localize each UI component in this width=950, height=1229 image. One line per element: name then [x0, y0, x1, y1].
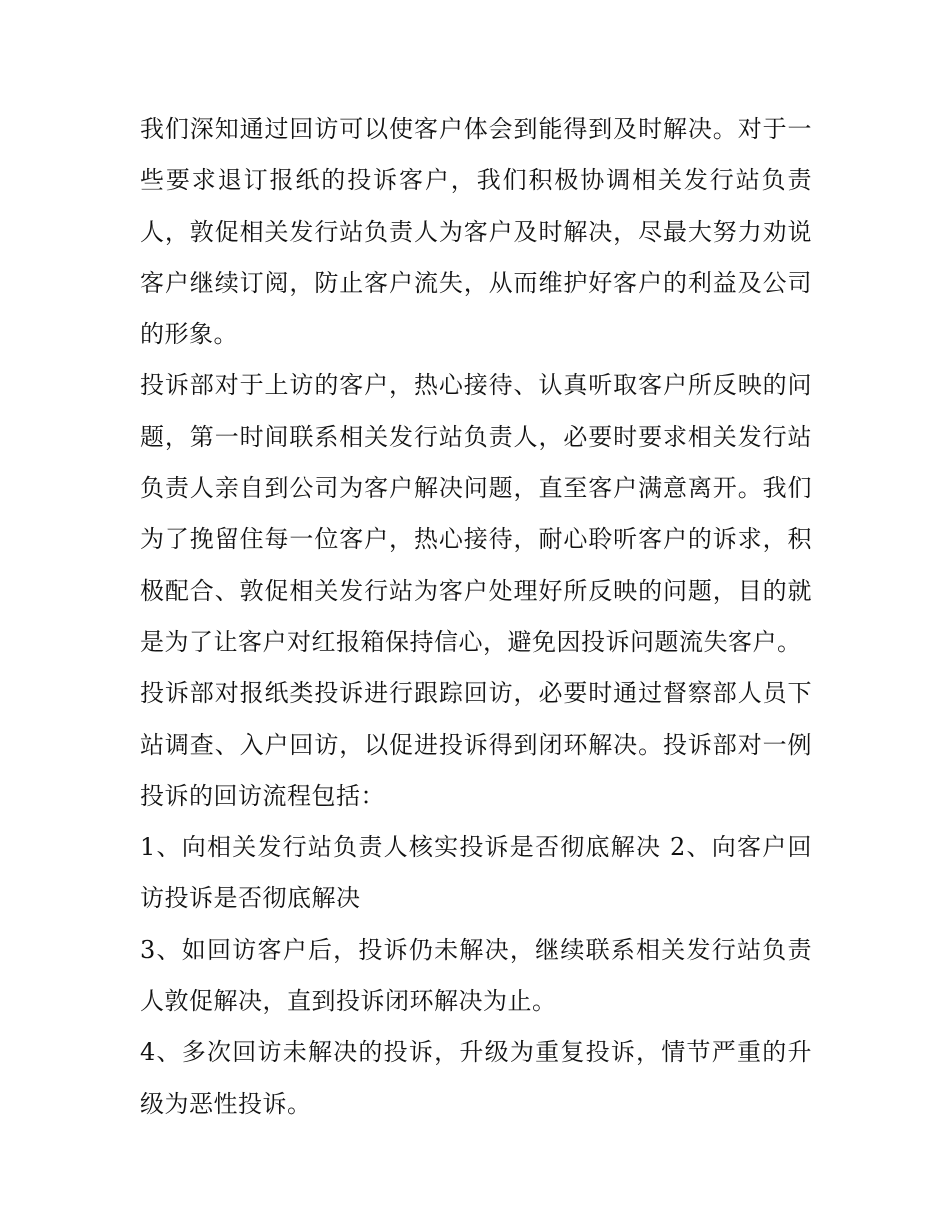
list-item-step-4: 4、多次回访未解决的投诉，升级为重复投诉，情节严重的升级为恶性投诉。: [140, 1038, 812, 1118]
paragraph-callback-purpose: 我们深知通过回访可以使客户体会到能得到及时解决。对于一些要求退订报纸的投诉客户，我们积极协调相关发行站负责人，敦促相关发行站负责人为客户及时解决，尽最大努力劝说客户继续订阅，防止客户流失，从而维护好客户的利益及公司的形象。: [140, 115, 812, 349]
list-item-step-1-2: 1、向相关发行站负责人核实投诉是否彻底解决 2、向客户回访投诉是否彻底解决: [140, 833, 812, 913]
paragraph-visitor-handling: 投诉部对于上访的客户，热心接待、认真听取客户所反映的问题，第一时间联系相关发行站负责人，必要时要求相关发行站负责人亲自到公司为客户解决问题，直至客户满意离开。我们为了挽留住每一位客户，热心接待，耐心聆听客户的诉求，积极配合、敦促相关发行站为客户处理好所反映的问题，目的就是为了让客户对红报箱保持信心，避免因投诉问题流失客户。: [140, 371, 812, 656]
paragraph-tracking-callback: 投诉部对报纸类投诉进行跟踪回访，必要时通过督察部人员下站调查、入户回访，以促进投诉得到闭环解决。投诉部对一例投诉的回访流程包括：: [140, 679, 812, 810]
list-item-step-3: 3、如回访客户后，投诉仍未解决，继续联系相关发行站负责人敦促解决，直到投诉闭环解决为止。: [140, 935, 812, 1016]
document-body: [140, 104, 812, 1130]
